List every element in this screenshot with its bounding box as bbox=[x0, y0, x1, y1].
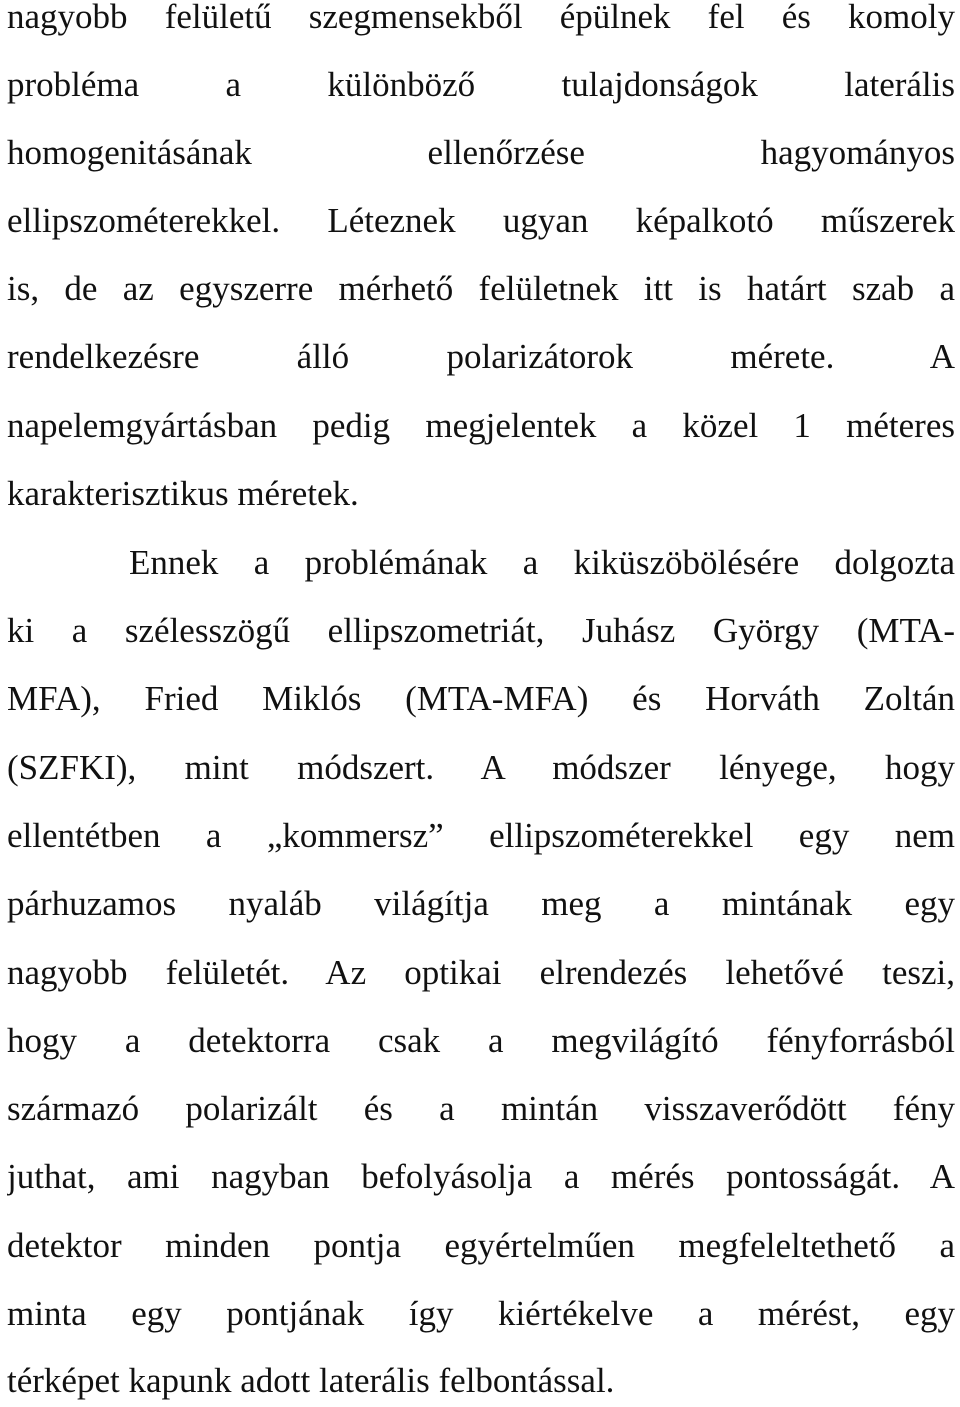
text-line: ellentétben a „kommersz” ellipszométerekkel egy nem bbox=[7, 816, 955, 855]
paragraph-end-line: karakterisztikus méretek. bbox=[7, 474, 359, 513]
text-line: párhuzamos nyaláb világítja meg a mintának egy bbox=[7, 884, 955, 923]
text-line: detektor minden pontja egyértelműen megfeleltethető a bbox=[7, 1226, 955, 1265]
text-line: probléma a különböző tulajdonságok laterális bbox=[7, 65, 955, 104]
text-line: hogy a detektorra csak a megvilágító fényforrásból bbox=[7, 1021, 955, 1060]
paragraph-end-line: térképet kapunk adott laterális felbontással. bbox=[7, 1361, 615, 1400]
text-line: ki a szélesszögű ellipszometriát, Juhász György (MTA- bbox=[7, 611, 955, 650]
text-line: (SZFKI), mint módszert. A módszer lényege, hogy bbox=[7, 748, 955, 787]
text-line: nagyobb felületű szegmensekből épülnek fel és komoly bbox=[7, 0, 955, 36]
text-line: homogenitásának ellenőrzése hagyományos bbox=[7, 133, 955, 172]
text-line: nagyobb felületét. Az optikai elrendezés lehetővé teszi, bbox=[7, 953, 955, 992]
text-line: juthat, ami nagyban befolyásolja a mérés pontosságát. A bbox=[7, 1157, 955, 1196]
text-line: MFA), Fried Miklós (MTA-MFA) és Horváth Zoltán bbox=[7, 679, 955, 718]
text-line: is, de az egyszerre mérhető felületnek itt is határt szab a bbox=[7, 269, 955, 308]
text-line: minta egy pontjának így kiértékelve a mérést, egy bbox=[7, 1294, 955, 1333]
text-line: napelemgyártásban pedig megjelentek a közel 1 méteres bbox=[7, 406, 955, 445]
paragraph-first-line: Ennek a problémának a kiküszöbölésére dolgozta bbox=[129, 543, 955, 582]
text-line: ellipszométerekkel. Léteznek ugyan képalkotó műszerek bbox=[7, 201, 955, 240]
text-line: származó polarizált és a mintán visszaverődött fény bbox=[7, 1089, 955, 1128]
text-line: rendelkezésre álló polarizátorok mérete. A bbox=[7, 337, 955, 376]
